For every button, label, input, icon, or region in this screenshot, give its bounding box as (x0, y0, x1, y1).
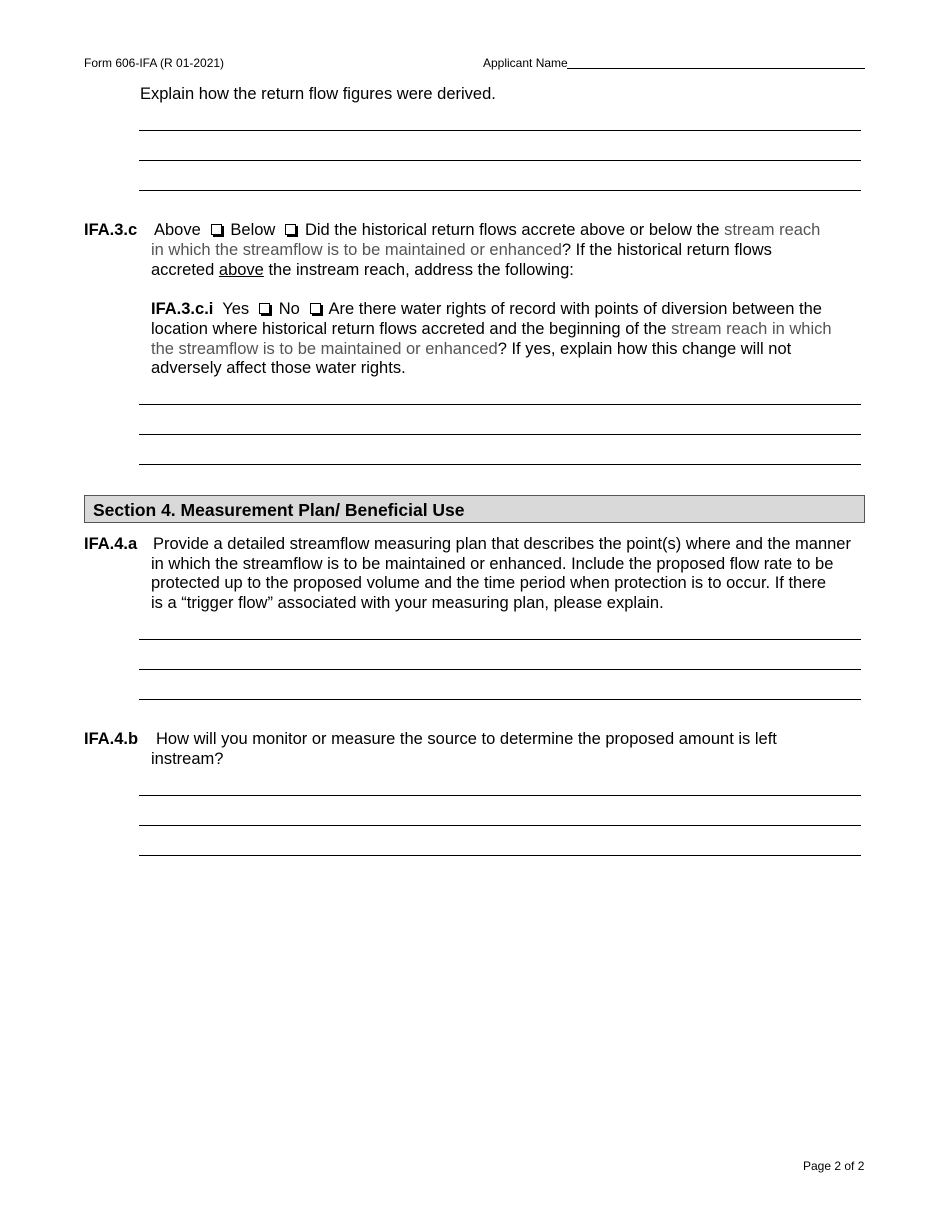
ifa-4a-answer-line-3[interactable] (139, 699, 861, 700)
section-4-title: Section 4. Measurement Plan/ Beneficial Use (93, 500, 465, 520)
page-number: Page 2 of 2 (803, 1159, 865, 1173)
ifa-3ci-question-start: Are there water rights of record with points of diversion between the (328, 300, 822, 318)
ifa-3c-below-label: Below (230, 221, 276, 239)
ifa-3ci-question-cont: ? If yes, explain how this change will not (497, 340, 792, 358)
ifa-4a-line-3: protected up to the proposed volume and the time period when protection is to occur. If there (151, 574, 827, 592)
ifa-4a-line-1: Provide a detailed streamflow measuring plan that describes the point(s) where and the manner (153, 535, 851, 553)
ifa-4a-line-2: in which the streamflow is to be maintained or enhanced. Include the proposed flow rate to be (151, 555, 834, 573)
above-checkbox[interactable] (211, 224, 222, 235)
ifa-3c-label: IFA.3.c (84, 221, 138, 239)
ifa-4b-answer-line-2[interactable] (139, 825, 861, 826)
ifa-3ci-answer-line-1[interactable] (139, 404, 861, 405)
stream-reach-reference-cont: in which the streamflow is to be maintained or enhanced (151, 241, 562, 259)
ifa-3ci-line-4: adversely affect those water rights. (151, 359, 406, 377)
ifa-3ci-line-3 (151, 340, 791, 360)
applicant-name-field[interactable] (567, 68, 865, 69)
below-checkbox[interactable] (285, 224, 296, 235)
ifa-4a-answer-line-1[interactable] (139, 639, 861, 640)
ifa-3c-question-mid: ? If the historical return flows (561, 241, 772, 259)
ifa-3c-above-label: Above (154, 221, 201, 239)
ifa-3ci-stream-reach-reference-cont: the streamflow is to be maintained or enhanced (151, 340, 498, 358)
ifa-4a-answer-line-2[interactable] (139, 669, 861, 670)
ifa-4a-label: IFA.4.a (84, 535, 138, 553)
ifa-3c-question-end: the instream reach, address the following: (268, 261, 574, 279)
ifa-3ci-no-label: No (278, 300, 300, 318)
ifa-3c-question-start: Did the historical return flows accrete above or below the (304, 221, 720, 239)
return-flow-answer-line-1[interactable] (139, 130, 861, 131)
stream-reach-reference: stream reach (724, 221, 821, 239)
ifa-4b-answer-line-3[interactable] (139, 855, 861, 856)
ifa-3c-line-1 (154, 221, 820, 241)
section-4-header (84, 495, 865, 523)
ifa-3c-above-emphasis: above (218, 261, 264, 279)
ifa-3c-line-3 (151, 261, 574, 281)
ifa-4b-line-1: How will you monitor or measure the source to determine the proposed amount is left (156, 730, 777, 748)
return-flow-prompt: Explain how the return flow figures were derived. (140, 85, 496, 103)
ifa-3ci-answer-line-3[interactable] (139, 464, 861, 465)
applicant-name-label: Applicant Name (483, 56, 568, 70)
ifa-3ci-stream-reach-reference: stream reach in which (671, 320, 832, 338)
ifa-3ci-line-1 (151, 300, 822, 320)
form-id: Form 606-IFA (R 01-2021) (84, 56, 225, 70)
ifa-4a-line-4: is a “trigger flow” associated with your measuring plan, please explain. (151, 594, 664, 612)
yes-checkbox[interactable] (259, 303, 270, 314)
ifa-3c-accreted: accreted (151, 261, 215, 279)
ifa-3ci-question-mid: location where historical return flows accreted and the beginning of the (151, 320, 667, 338)
ifa-3c-line-2 (151, 241, 772, 261)
ifa-4b-label: IFA.4.b (84, 730, 139, 748)
return-flow-answer-line-2[interactable] (139, 160, 861, 161)
ifa-3ci-label: IFA.3.c.i (151, 300, 214, 318)
return-flow-answer-line-3[interactable] (139, 190, 861, 191)
ifa-3ci-line-2 (151, 320, 832, 340)
ifa-3ci-answer-line-2[interactable] (139, 434, 861, 435)
ifa-3ci-yes-label: Yes (222, 300, 250, 318)
ifa-4b-answer-line-1[interactable] (139, 795, 861, 796)
ifa-4b-line-2: instream? (151, 750, 224, 768)
no-checkbox[interactable] (310, 303, 321, 314)
